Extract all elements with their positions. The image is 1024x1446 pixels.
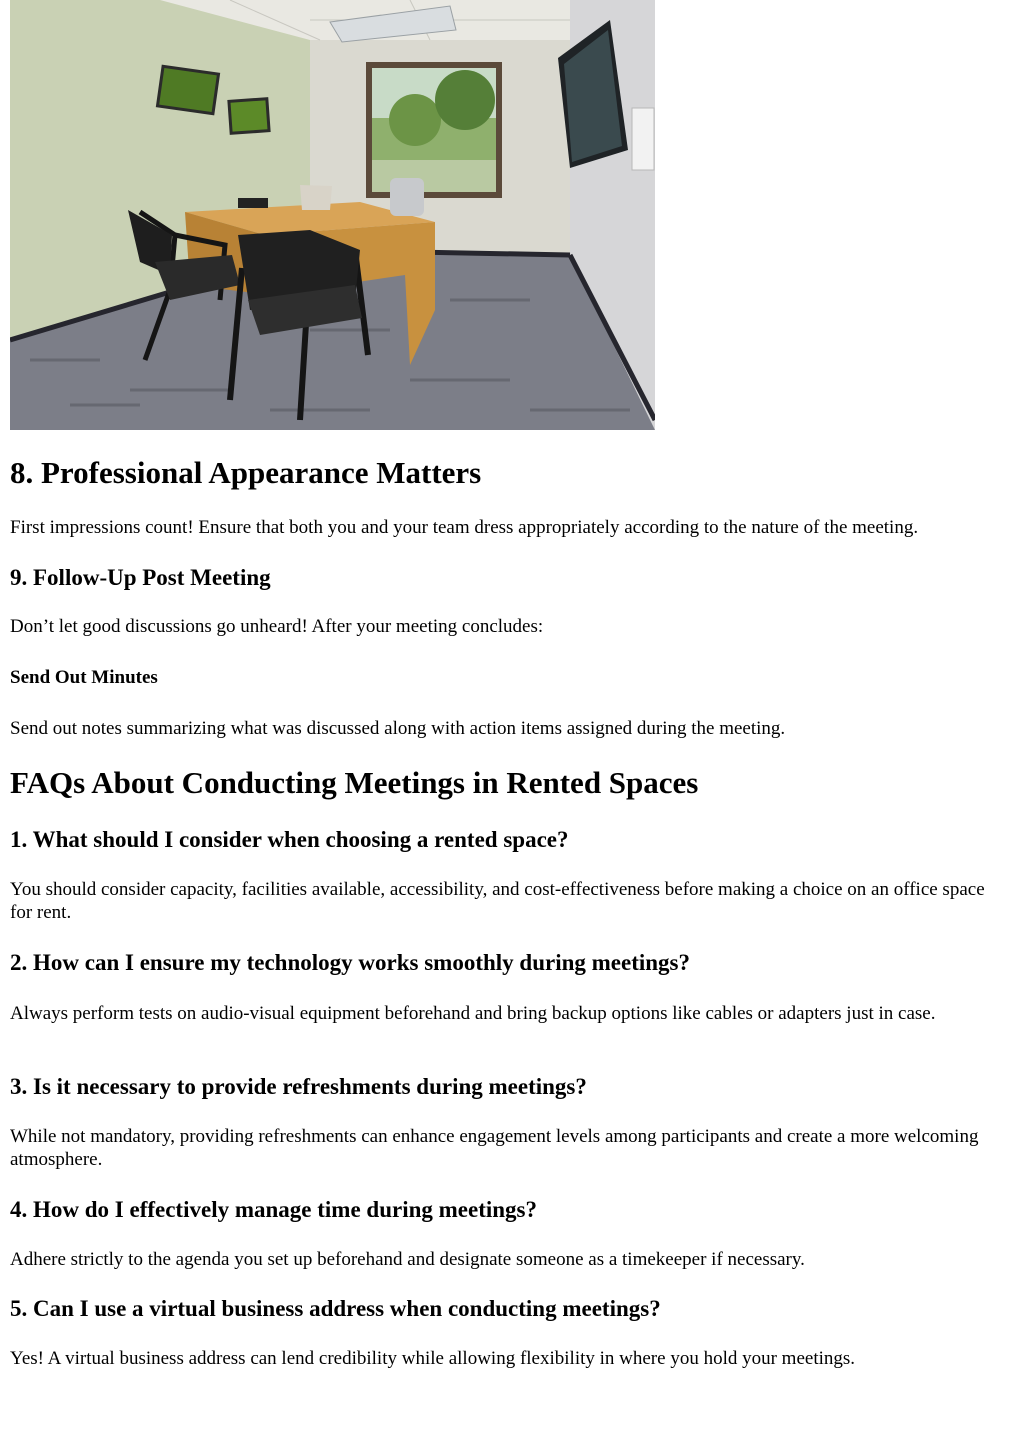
- section-9-subheading: Send Out Minutes: [10, 667, 158, 688]
- faq-question: 3. Is it necessary to provide refreshments during meetings?: [10, 1074, 587, 1099]
- office-room-photo: [10, 0, 655, 430]
- faq-question: 2. How can I ensure my technology works smoothly during meetings?: [10, 950, 691, 975]
- faq-answer: Adhere strictly to the agenda you set up beforehand and designate someone as a timekeeper if necessary.: [10, 1249, 805, 1270]
- section-8-body: First impressions count! Ensure that both you and your team dress appropriately according to the nature of the meeting.: [10, 517, 919, 538]
- faq-question: 4. How do I effectively manage time during meetings?: [10, 1197, 538, 1222]
- faq-question: 5. Can I use a virtual business address when conducting meetings?: [10, 1296, 661, 1321]
- faq-answer: You should consider capacity, facilities available, accessibility, and cost-effectiveness before making a choice on an office space for rent.: [10, 879, 985, 923]
- faq-answer: Always perform tests on audio-visual equipment beforehand and bring backup options like cables or adapters just in case.: [10, 1003, 936, 1024]
- section-9-body: Send out notes summarizing what was discussed along with action items assigned during the meeting.: [10, 718, 786, 739]
- section-9-heading: 9. Follow-Up Post Meeting: [10, 565, 271, 590]
- faq-answer: Yes! A virtual business address can lend credibility while allowing flexibility in where you hold your meetings.: [10, 1348, 856, 1369]
- section-8-heading: 8. Professional Appearance Matters: [10, 455, 482, 490]
- faq-question: 1. What should I consider when choosing a rented space?: [10, 827, 569, 852]
- faqs-heading: FAQs About Conducting Meetings in Rented Spaces: [10, 765, 699, 800]
- faq-answer: While not mandatory, providing refreshments can enhance engagement levels among participants and create a more welcoming atmosphere.: [10, 1126, 979, 1170]
- section-9-intro: Don’t let good discussions go unheard! After your meeting concludes:: [10, 616, 544, 637]
